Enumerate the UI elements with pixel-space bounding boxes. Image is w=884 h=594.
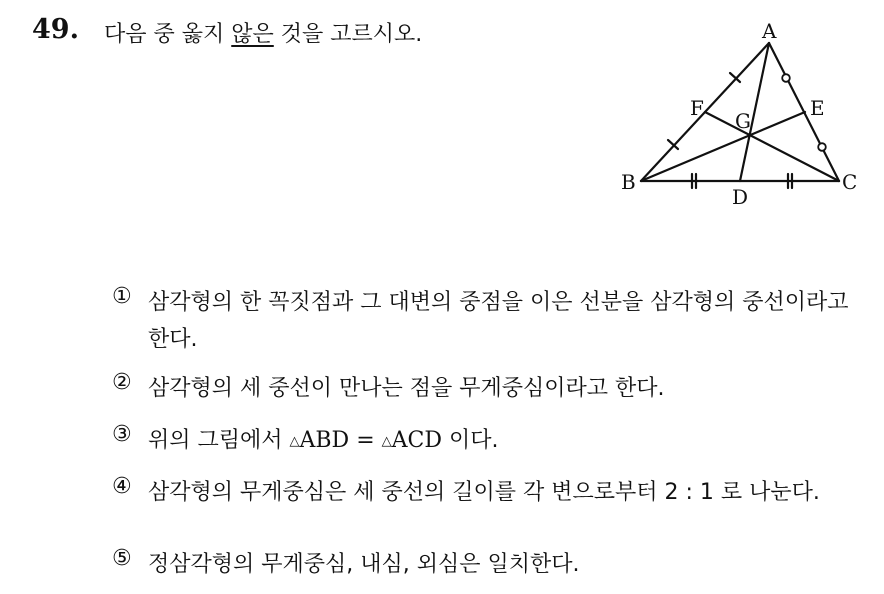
choice-3[interactable]	[112, 422, 852, 460]
label-c: C	[842, 170, 858, 194]
circle-mark-ae	[782, 74, 790, 82]
question-number: 49.	[32, 14, 79, 45]
triangle-symbol: △	[289, 434, 300, 449]
choice-1[interactable]	[112, 284, 852, 358]
choice-5[interactable]	[112, 546, 852, 583]
choice-text	[148, 422, 852, 460]
choice-text: 삼각형의 한 꼭짓점과 그 대변의 중점을 이은 선분을 삼각형의 중선이라고 한다.	[148, 290, 849, 352]
stem-text-before: 다음 중 옳지	[104, 22, 232, 47]
triangle-symbol: △	[381, 434, 392, 449]
label-f: F	[690, 96, 704, 120]
choice-text: 삼각형의 무게중심은 세 중선의 길이를 각 변으로부터 2 : 1 로 나눈다.	[148, 480, 820, 505]
stem-text-after: 것을 고르시오.	[273, 22, 423, 47]
choice-marker: ④	[112, 474, 132, 499]
equals-sign: =	[349, 428, 382, 453]
triangle-figure	[610, 18, 870, 218]
choice-text: 삼각형의 세 중선이 만나는 점을 무게중심이라고 한다.	[148, 376, 665, 401]
question-stem	[104, 17, 422, 48]
choice-marker: ②	[112, 370, 132, 395]
label-d: D	[732, 185, 749, 209]
choice-3-text-after: 이다.	[441, 428, 499, 453]
label-a: A	[762, 19, 777, 43]
choice-3-text-before: 위의 그림에서	[148, 428, 290, 453]
choice-marker: ①	[112, 284, 132, 309]
stem-emphasis: 않은	[231, 22, 274, 47]
triangle-name: ACD	[391, 428, 442, 453]
choice-marker: ⑤	[112, 546, 132, 571]
label-g: G	[735, 109, 751, 133]
choice-2[interactable]	[112, 370, 852, 407]
label-b: B	[621, 170, 636, 194]
choice-text: 정삼각형의 무게중심, 내심, 외심은 일치한다.	[148, 552, 580, 577]
choice-marker: ③	[112, 422, 132, 447]
label-e: E	[810, 96, 825, 120]
choice-4[interactable]	[112, 474, 852, 511]
triangle-name: ABD	[299, 428, 350, 453]
circle-mark-ec	[818, 143, 826, 151]
